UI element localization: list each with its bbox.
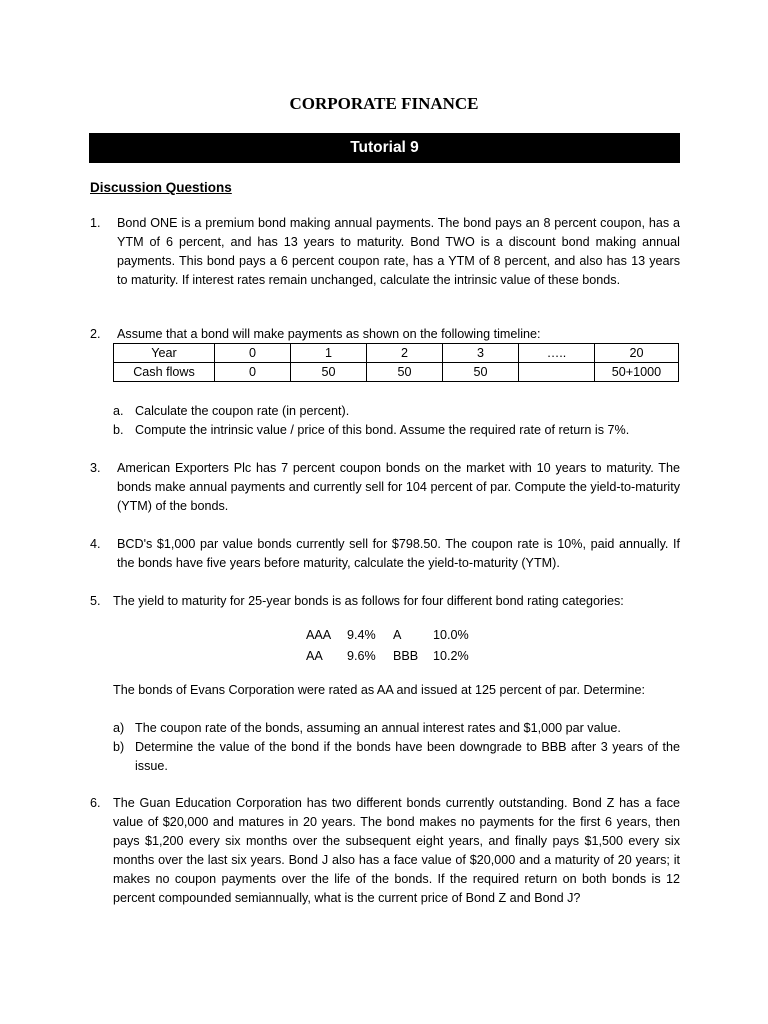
- table-cell: 2: [367, 344, 443, 363]
- row-header: Cash flows: [114, 363, 215, 382]
- question-5-part-a: [113, 719, 680, 738]
- question-5-part-b: [113, 738, 680, 776]
- question-number: 5.: [90, 594, 101, 608]
- rating: AAA: [306, 628, 332, 642]
- yield: 9.4%: [347, 628, 376, 642]
- table-cell: [519, 363, 595, 382]
- table-cell: 50: [443, 363, 519, 382]
- yield: 10.0%: [433, 628, 469, 642]
- question-text: The Guan Education Corporation has two different bonds currently outstanding. Bond Z has a face value of $20,000 and matures in 20 years. The bond makes no payments for the first 6 years, then pays $1,200 every six months over the subsequent eight years, and finally pays $1,500 every six months over the last six years. Bond J also has a face value of $20,000 and a maturity of 20 years; it makes no coupon payments over the life of the bonds. If the required return on both bonds is 12 percent compounded semiannually, what is the current price of Bond Z and Bond J?: [113, 796, 680, 905]
- sub-label: b.: [113, 423, 124, 437]
- table-cell: 0: [215, 363, 291, 382]
- table-row: [306, 647, 469, 666]
- paragraph-text: The bonds of Evans Corporation were rated as AA and issued at 125 percent of par. Determine:: [113, 683, 646, 697]
- question-text: The yield to maturity for 25-year bonds is as follows for four different bond rating categories:: [113, 594, 624, 608]
- question-number: 3.: [90, 461, 101, 475]
- question-2-part-a: [113, 402, 680, 421]
- question-text: Assume that a bond will make payments as shown on the following timeline:: [117, 327, 541, 341]
- table-cell: …..: [519, 344, 595, 363]
- section-heading: Discussion Questions: [90, 180, 232, 195]
- ratings-table: [304, 624, 471, 668]
- rating: BBB: [393, 649, 419, 663]
- question-3: [90, 459, 680, 516]
- tutorial-banner: Tutorial 9: [89, 133, 680, 163]
- rating: A: [393, 628, 402, 642]
- sub-text: Calculate the coupon rate (in percent).: [135, 404, 350, 418]
- question-5: [90, 592, 680, 611]
- question-number: 4.: [90, 537, 101, 551]
- row-header: Year: [114, 344, 215, 363]
- question-4: [90, 535, 680, 573]
- sub-text: Compute the intrinsic value / price of this bond. Assume the required rate of return is 7%.: [135, 423, 630, 437]
- question-6: [90, 794, 680, 908]
- question-2: [90, 325, 680, 344]
- cash-flow-table: [113, 343, 679, 382]
- question-2-part-b: [113, 421, 680, 440]
- sub-text: Determine the value of the bond if the bonds have been downgrade to BBB after 3 years of the issue.: [135, 740, 680, 773]
- table-cell: 50: [291, 363, 367, 382]
- yield: 10.2%: [433, 649, 469, 663]
- sub-label: a.: [113, 404, 124, 418]
- table-cell: 50+1000: [595, 363, 679, 382]
- rating: AA: [306, 649, 323, 663]
- document-title: CORPORATE FINANCE: [289, 94, 479, 113]
- question-1: [90, 214, 680, 290]
- table-row-cash-flows: [114, 363, 679, 382]
- table-cell: 50: [367, 363, 443, 382]
- sub-label: a): [113, 721, 125, 735]
- table-row-year: [114, 344, 679, 363]
- table-cell: 1: [291, 344, 367, 363]
- table-cell: 0: [215, 344, 291, 363]
- question-number: 6.: [90, 796, 101, 810]
- table-row: [306, 626, 469, 645]
- question-text: BCD's $1,000 par value bonds currently sell for $798.50. The coupon rate is 10%, paid annually. If the bonds have five years before maturity, calculate the yield-to-maturity (YTM).: [117, 537, 680, 570]
- question-text: Bond ONE is a premium bond making annual payments. The bond pays an 8 percent coupon, has a YTM of 6 percent, and has 13 years to maturity. Bond TWO is a discount bond making annual payments. This bond pays a 6 percent coupon rate, has a YTM of 8 percent, and also has 13 years to maturity. If interest rates remain unchanged, calculate the intrinsic value of these bonds.: [117, 216, 680, 287]
- table-cell: 3: [443, 344, 519, 363]
- question-number: 2.: [90, 327, 101, 341]
- question-5-paragraph: [113, 681, 680, 700]
- sub-label: b): [113, 740, 125, 754]
- question-text: American Exporters Plc has 7 percent coupon bonds on the market with 10 years to maturity. The bonds make annual payments and currently sell for 104 percent of par. Compute the yield-to-maturity (YTM) of the bonds.: [117, 461, 680, 513]
- sub-text: The coupon rate of the bonds, assuming an annual interest rates and $1,000 par value.: [135, 721, 621, 735]
- yield: 9.6%: [347, 649, 376, 663]
- table-cell: 20: [595, 344, 679, 363]
- question-number: 1.: [90, 216, 101, 230]
